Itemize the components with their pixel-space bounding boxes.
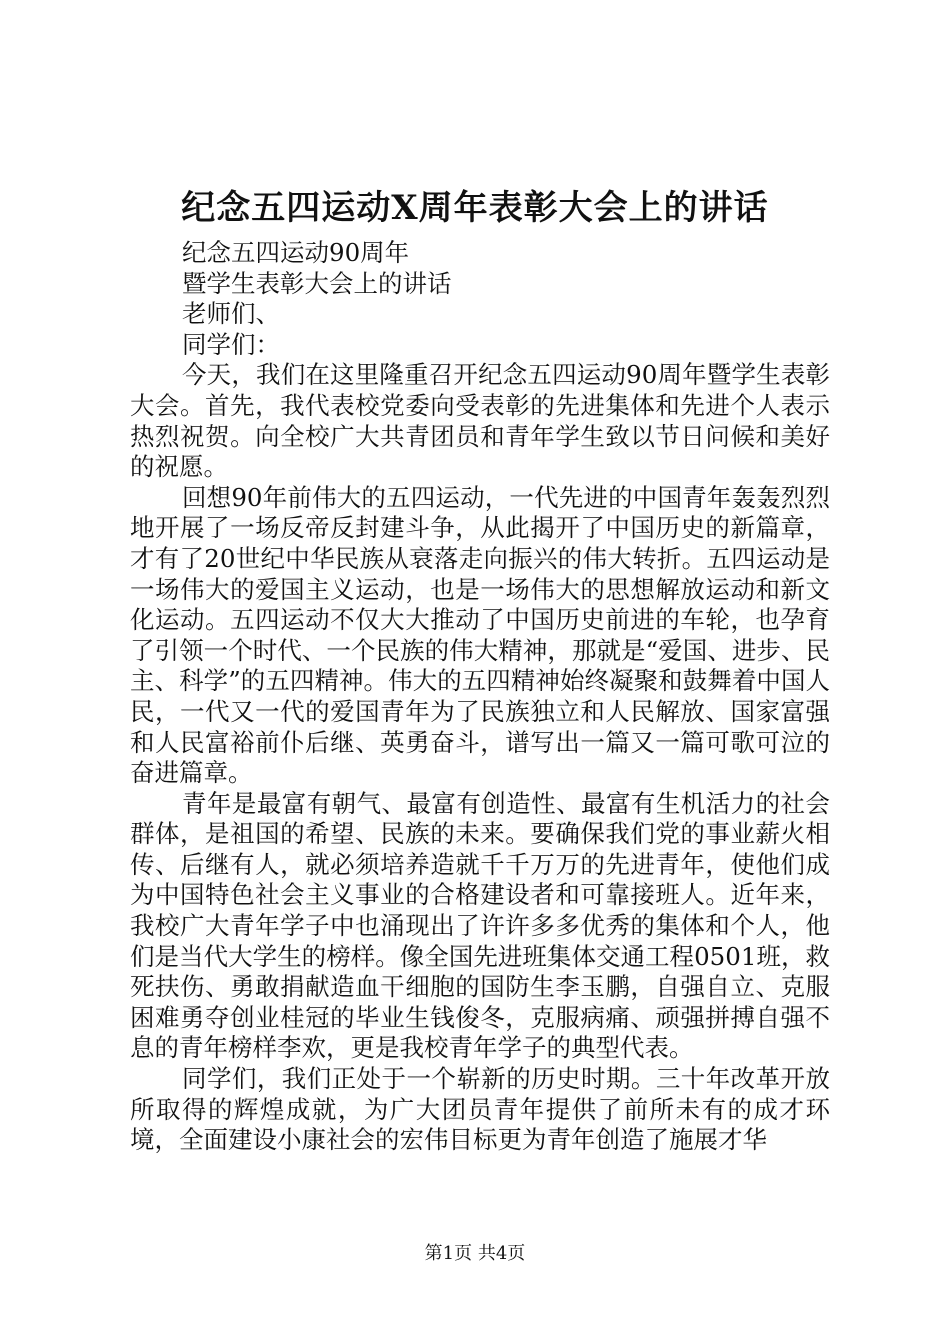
paragraph-youth: 青年是最富有朝气、最富有创造性、最富有生机活力的社会群体，是祖国的希望、民族的未来。要确保我们党的事业薪火相传、后继有人，就必须培养造就千千万万的先进青年，使他们成为中国特色社会主义事业的合格建设者和可靠接班人。近年来，我校广大青年学子中也涌现出了许许多多优秀的集体和个人，他们是当代大学生的榜样。像全国先进班集体交通工程0501班，救死扶伤、勇敢捐献造血干细胞的国防生李玉鹏，自强自立、克服困难勇夺创业桂冠的毕业生钱俊冬，克服病痛、顽强拼搏自强不息的青年榜样李欢，更是我校青年学子的典型代表。	[130, 788, 830, 1063]
header-line-anniversary: 纪念五四运动90周年	[182, 238, 410, 267]
page-number-footer: 第1页 共4页	[424, 1243, 526, 1264]
paragraph-opening: 今天，我们在这里隆重召开纪念五四运动90周年暨学生表彰大会。首先，我代表校党委向受表彰的先进集体和先进个人表示热烈祝贺。向全校广大共青团员和青年学生致以节日问候和美好的祝愿。	[130, 360, 830, 482]
paragraph-history: 回想90年前伟大的五四运动，一代先进的中国青年轰轰烈烈地开展了一场反帝反封建斗争，从此揭开了中国历史的新篇章，才有了20世纪中华民族从衰落走向振兴的伟大转折。五四运动是一场伟大的爱国主义运动，也是一场伟大的思想解放运动和新文化运动。五四运动不仅大大推动了中国历史前进的车轮，也孕育了引领一个时代、一个民族的伟大精神，那就是“爱国、进步、民主、科学”的五四精神。伟大的五四精神始终凝聚和鼓舞着中国人民，一代又一代的爱国青年为了民族独立和人民解放、国家富强和人民富裕前仆后继、英勇奋斗，谱写出一篇又一篇可歌可泣的奋进篇章。	[130, 482, 830, 788]
document-body	[130, 238, 830, 1156]
salutation-students: 同学们：	[182, 329, 280, 359]
salutation-teachers: 老师们、	[182, 299, 280, 329]
paragraph-new-era: 同学们，我们正处于一个崭新的历史时期。三十年改革开放所取得的辉煌成就，为广大团员青年提供了前所未有的成才环境，全面建设小康社会的宏伟目标更为青年创造了施展才华	[130, 1064, 830, 1155]
document-title: 纪念五四运动X周年表彰大会上的讲话	[181, 188, 769, 228]
header-line-speech: 暨学生表彰大会上的讲话	[182, 268, 452, 298]
